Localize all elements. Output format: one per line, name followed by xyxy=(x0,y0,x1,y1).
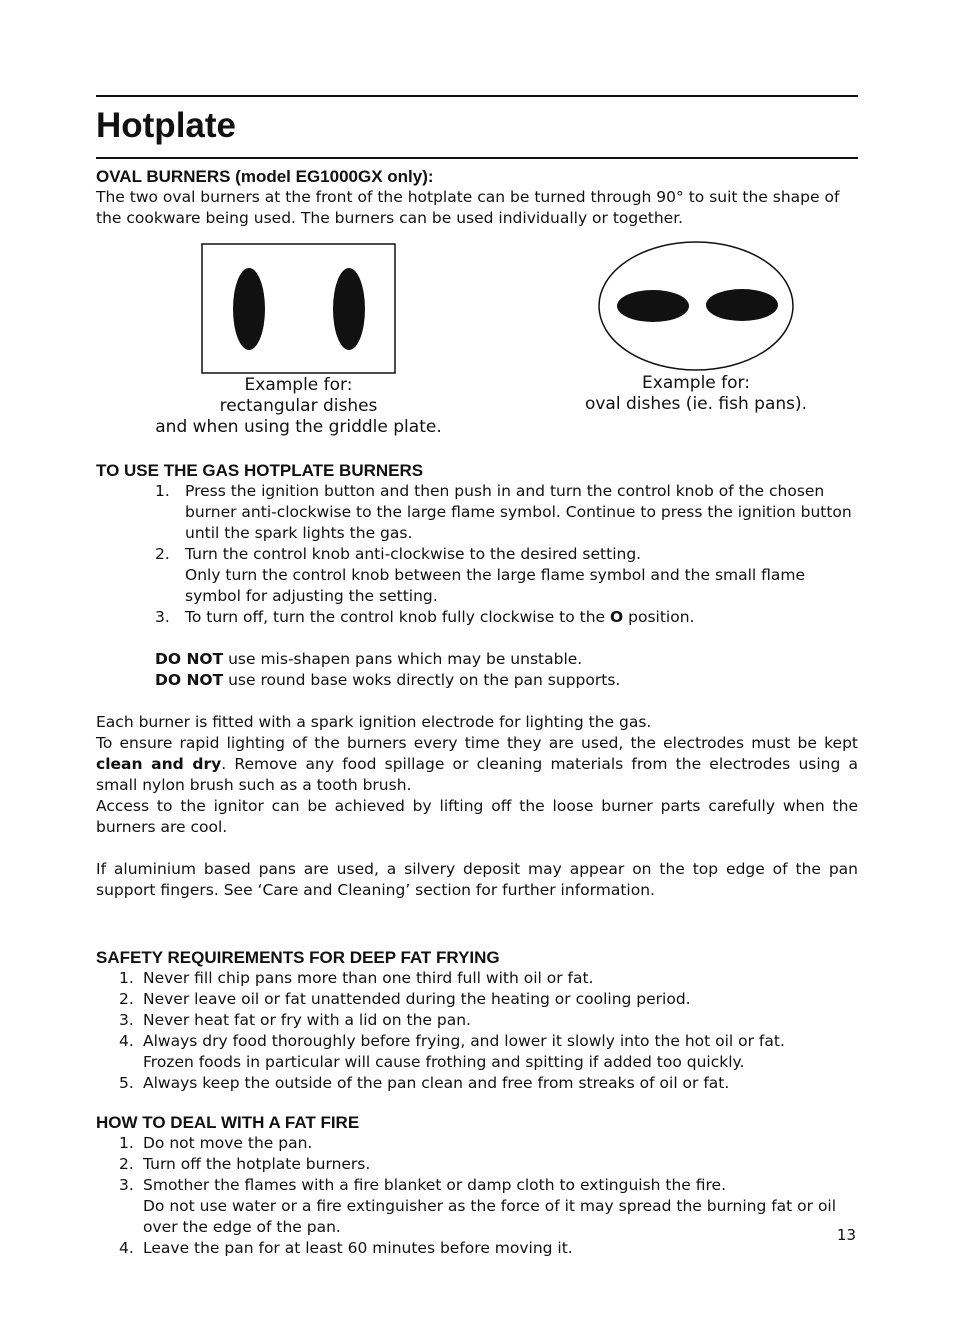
list-item: 4. Always dry food thoroughly before frying, and lower it slowly into the hot oil or fat. Frozen foods in particular will cause frothing and spitting if added too quickly. xyxy=(119,1032,785,1071)
fig2-caption-line1: Example for: xyxy=(642,373,750,393)
oval-burner-right xyxy=(706,289,778,321)
list-item: 3. To turn off, turn the control knob fully clockwise to the O position. xyxy=(155,608,695,626)
top-rule xyxy=(96,95,858,97)
hotplate-outline xyxy=(202,244,395,373)
fig1-caption-line1: Example for: xyxy=(244,375,353,395)
fig1-caption-line2: rectangular dishes xyxy=(219,396,378,416)
oval-figure xyxy=(501,233,891,415)
list-item: 1. Press the ignition button and then push in and turn the control knob of the chosen burner anti-clockwise to the large flame symbol. Continue to press the ignition button until the spark lights the gas. xyxy=(155,482,852,542)
fig2-caption-line2: oval dishes (ie. fish pans). xyxy=(584,394,808,414)
list-item: 2. Never leave oil or fat unattended during the heating or cooling period. xyxy=(119,990,691,1008)
fat-fire-list xyxy=(96,1133,858,1259)
oval-burners-text: The two oval burners at the front of the hotplate can be turned through 90° to suit the shape of the cookware being used. The burners can be used individually or together. xyxy=(96,188,840,227)
vertical-burners-diagram xyxy=(201,243,397,375)
oval-burners-heading: OVAL BURNERS (model EG1000GX only): xyxy=(96,167,434,186)
rectangular-figure xyxy=(96,233,501,438)
electrode-text-1: Each burner is fitted with a spark ignition electrode for lighting the gas. xyxy=(96,713,652,731)
electrode-text-3: Access to the ignitor can be achieved by lifting off the loose burner parts carefully when the burners are cool. xyxy=(96,797,858,836)
safety-list xyxy=(96,968,858,1094)
list-item: 3. Smother the flames with a fire blanket or damp cloth to extinguish the fire. Do not use water or a fire extinguisher as the force of it may spread the burning fat or oil over the edge of the pan. xyxy=(119,1176,837,1236)
warning-2: DO NOT use round base woks directly on the pan supports. xyxy=(155,671,621,689)
safety-heading: SAFETY REQUIREMENTS FOR DEEP FAT FRYING xyxy=(96,948,500,967)
electrode-text-2: To ensure rapid lighting of the burners every time they are used, the electrodes must be kept clean and dry. Remove any food spillage or cleaning materials from the electrodes using a small nylon brush such as a tooth brush. xyxy=(96,734,859,794)
list-item: 4. Leave the pan for at least 60 minutes before moving it. xyxy=(119,1239,573,1257)
fat-fire-heading: HOW TO DEAL WITH A FAT FIRE xyxy=(96,1113,360,1132)
list-item: 5. Always keep the outside of the pan clean and free from streaks of oil or fat. xyxy=(119,1074,730,1092)
page-number: 13 xyxy=(836,1226,856,1244)
list-item: 1. Never fill chip pans more than one third full with oil or fat. xyxy=(119,969,594,987)
oval-burner-left xyxy=(617,290,689,322)
page-content xyxy=(96,95,858,1259)
oval-burner-right xyxy=(333,268,365,350)
warning-1: DO NOT use mis-shapen pans which may be unstable. xyxy=(155,650,583,668)
oval-burner-left xyxy=(233,268,265,350)
fig1-caption-line3: and when using the griddle plate. xyxy=(155,417,442,437)
aluminium-note: If aluminium based pans are used, a silvery deposit may appear on the top edge of the pan support fingers. See ‘Care and Cleaning’ section for further information. xyxy=(96,860,858,899)
list-item: 1. Do not move the pan. xyxy=(119,1134,313,1152)
list-item: 2. Turn off the hotplate burners. xyxy=(119,1155,371,1173)
burner-figures xyxy=(96,233,858,451)
gas-burners-steps xyxy=(96,481,858,628)
page-title: Hotplate xyxy=(96,106,236,145)
horizontal-burners-diagram xyxy=(597,241,795,373)
list-item: 2. Turn the control knob anti-clockwise to the desired setting. Only turn the control knob between the large flame symbol and the small flame symbol for adjusting the setting. xyxy=(155,545,806,605)
gas-burners-heading: TO USE THE GAS HOTPLATE BURNERS xyxy=(96,461,424,480)
list-item: 3. Never heat fat or fry with a lid on the pan. xyxy=(119,1011,471,1029)
